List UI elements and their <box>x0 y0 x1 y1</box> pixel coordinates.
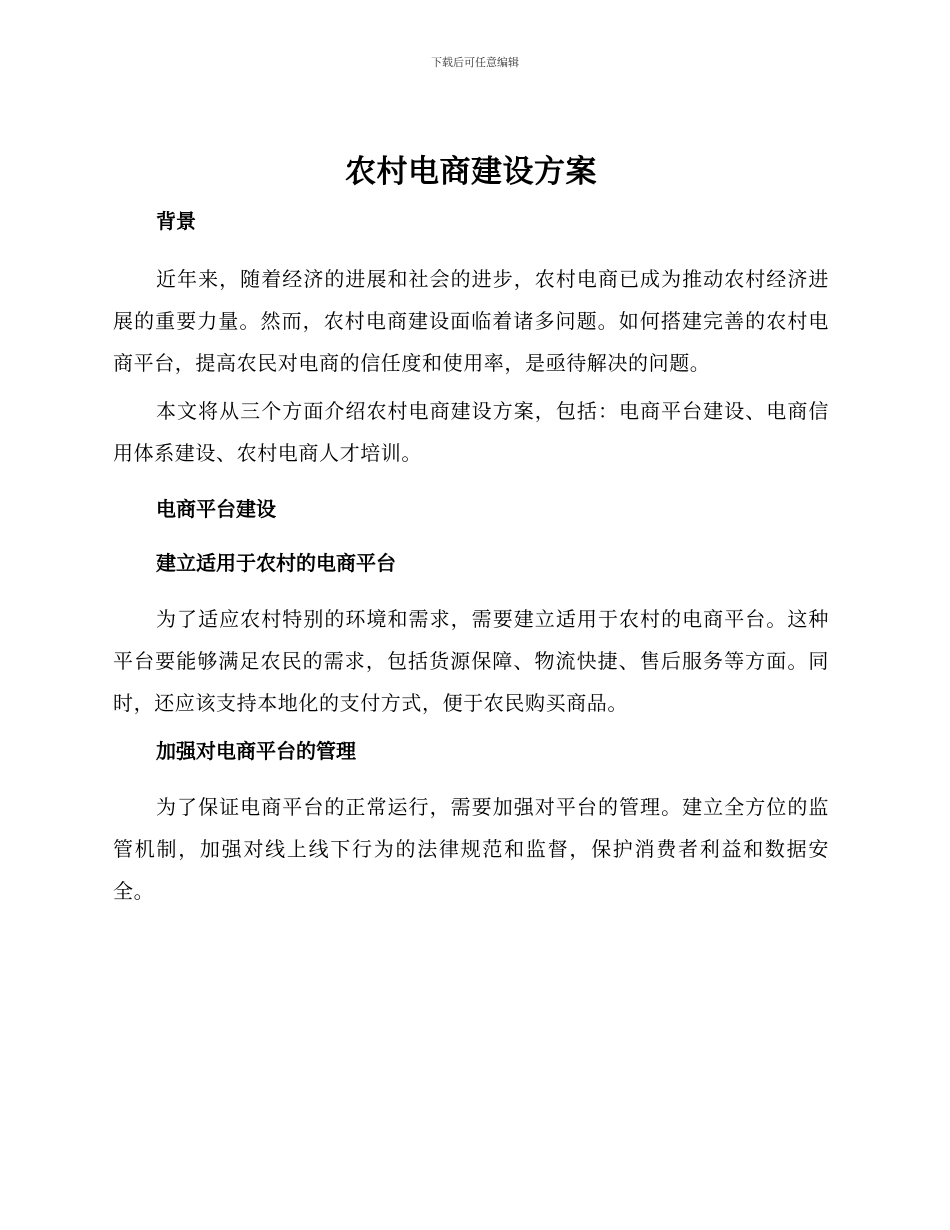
platform-management-paragraph: 为了保证电商平台的正常运行，需要加强对平台的管理。建立全方位的监管机制，加强对线上线下行为的法律规范和监督，保护消费者利益和数据安全。 <box>113 795 829 903</box>
document-title: 农村电商建设方案 <box>345 154 597 190</box>
document-body <box>113 148 829 912</box>
section-heading-background: 背景 <box>156 209 196 233</box>
background-paragraph-2: 本文将从三个方面介绍农村电商建设方案，包括：电商平台建设、电商信用体系建设、农村电商人才培训。 <box>113 399 829 465</box>
page-header-note: 下载后可任意编辑 <box>431 56 519 69</box>
subsection-heading-platform-management: 加强对电商平台的管理 <box>156 739 356 763</box>
background-paragraph-1: 近年来，随着经济的进展和社会的进步，农村电商已成为推动农村经济进展的重要力量。然而，农村电商建设面临着诸多问题。如何搭建完善的农村电商平台，提高农民对电商的信任度和使用率，是亟待解决的问题。 <box>113 267 829 375</box>
section-heading-platform: 电商平台建设 <box>156 497 276 521</box>
rural-platform-paragraph: 为了适应农村特别的环境和需求，需要建立适用于农村的电商平台。这种平台要能够满足农民的需求，包括货源保障、物流快捷、售后服务等方面。同时，还应该支持本地化的支付方式，便于农民购买商品。 <box>113 607 829 715</box>
subsection-heading-rural-platform: 建立适用于农村的电商平台 <box>156 551 396 575</box>
